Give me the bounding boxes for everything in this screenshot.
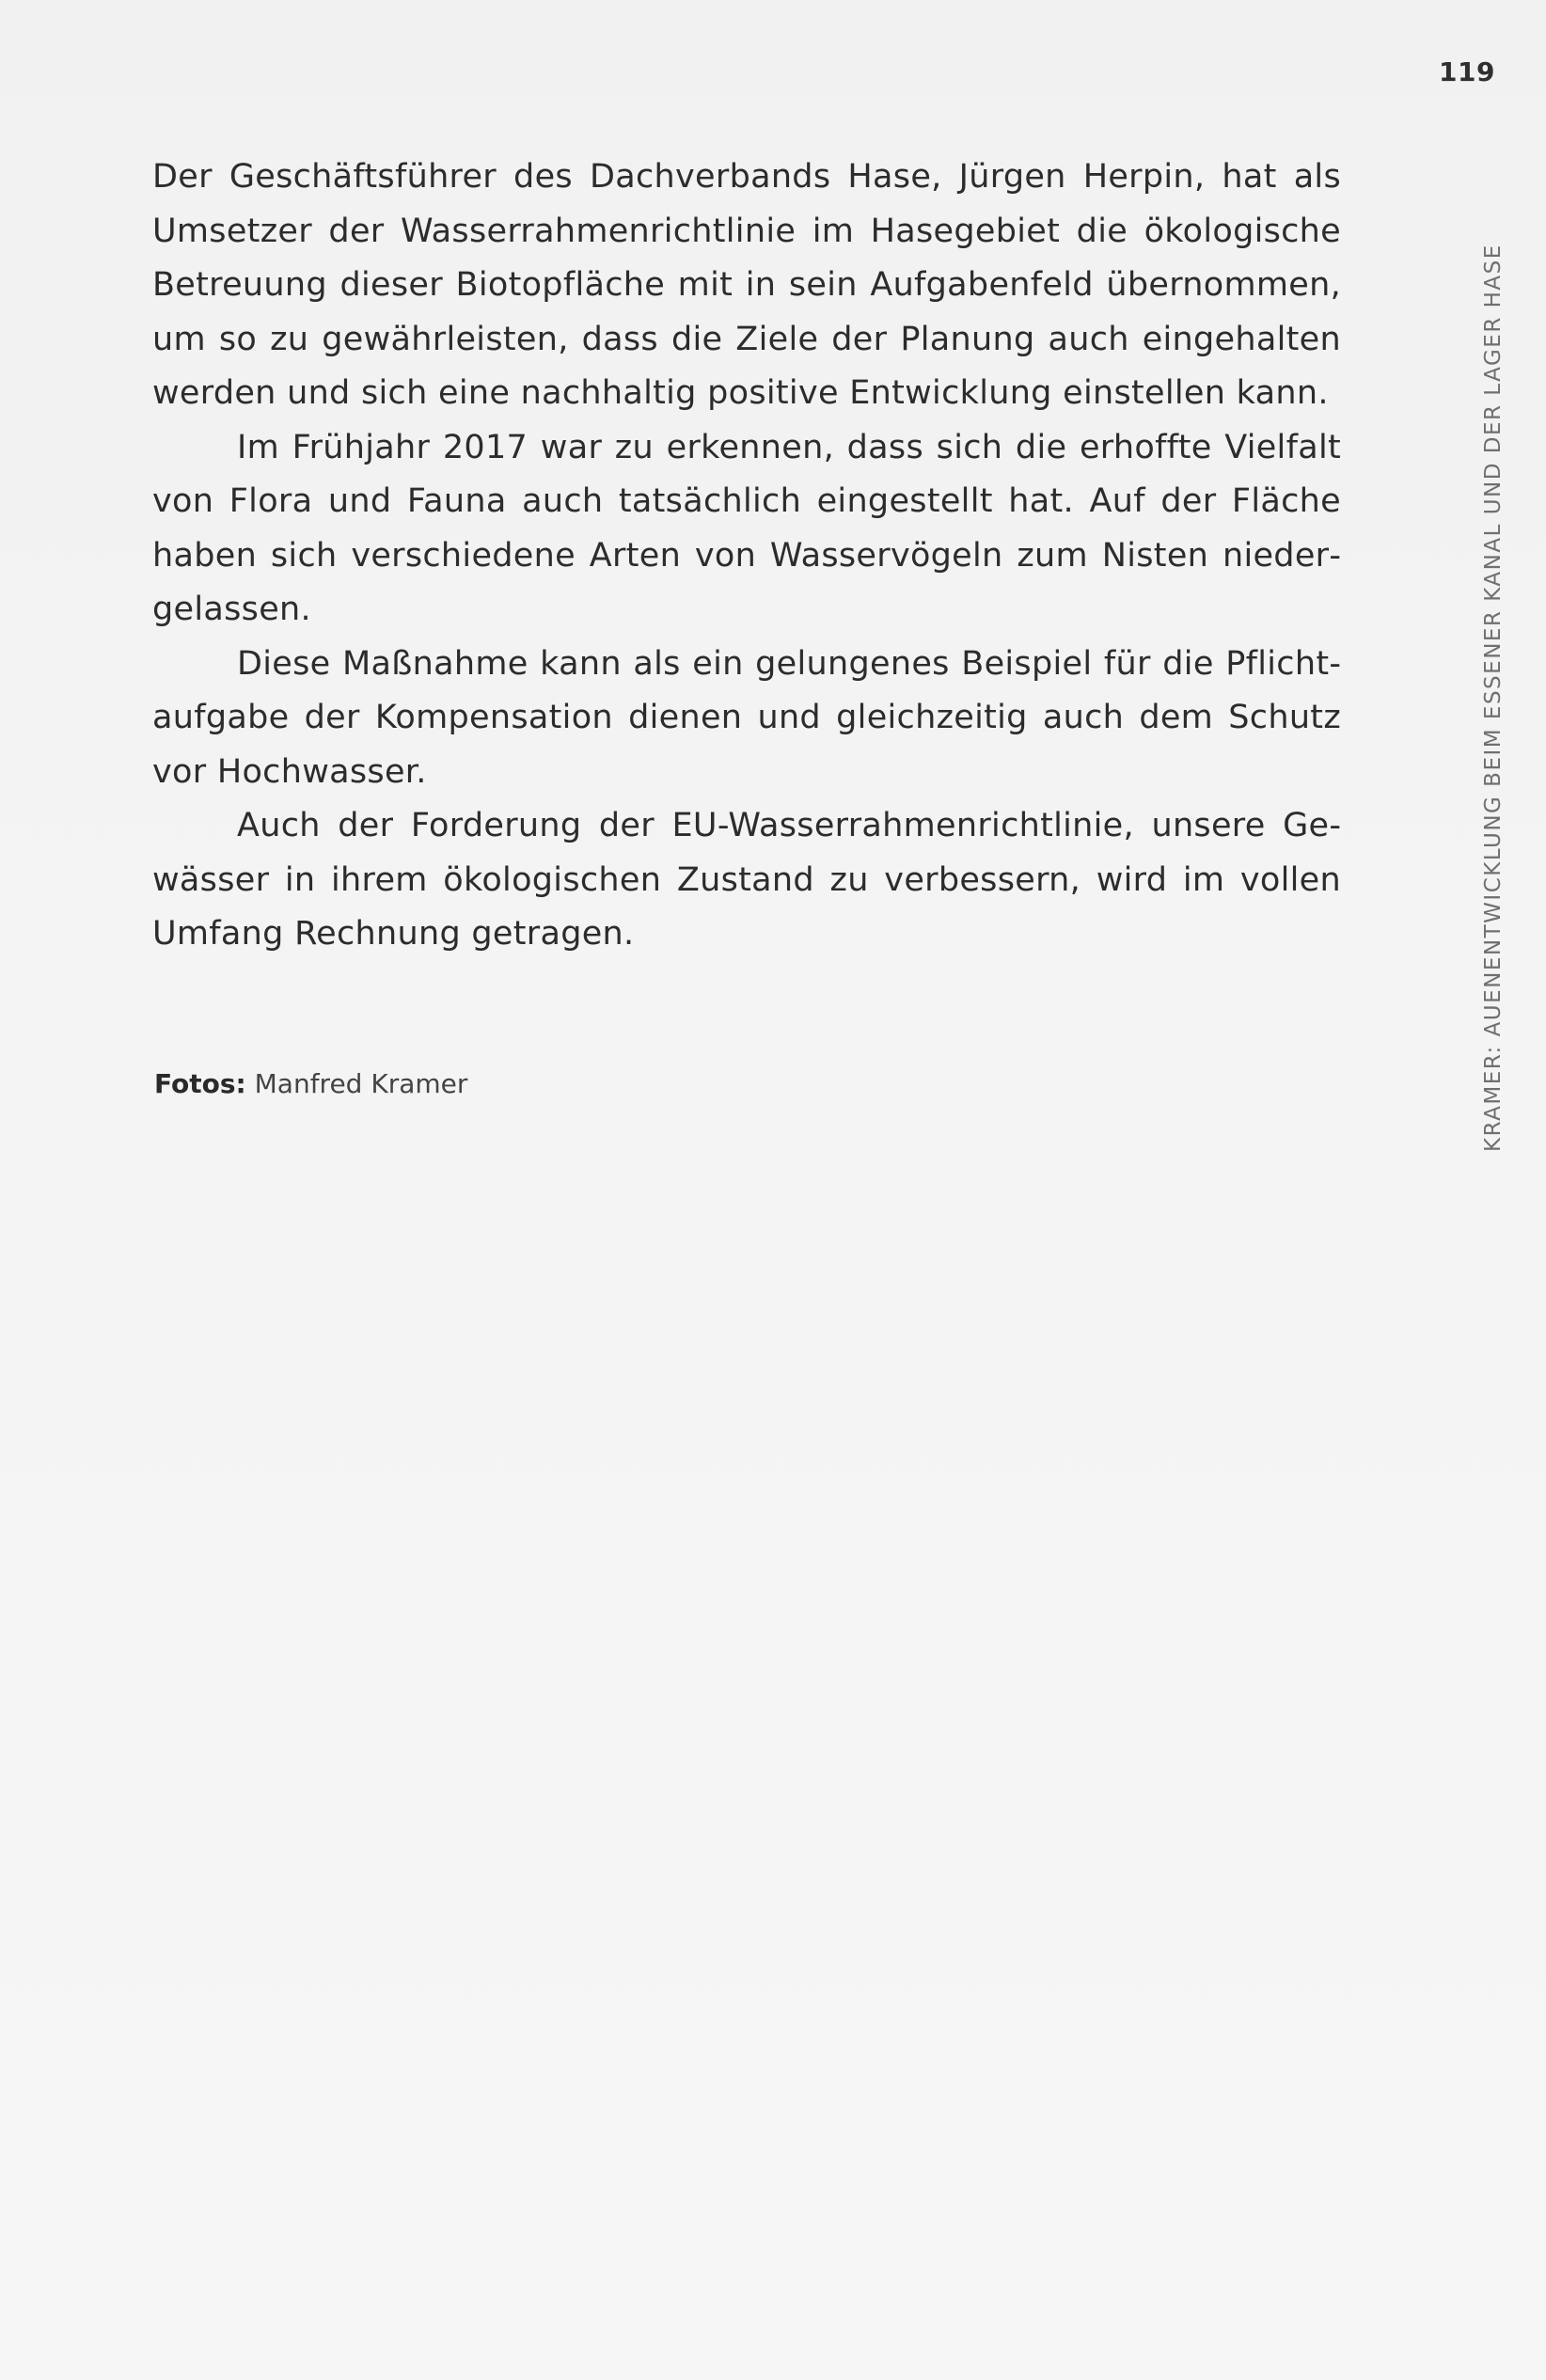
paragraph-2: Im Frühjahr 2017 war zu erkennen, dass sich die erhoffte Vielfalt von Flora und Fauna auch tatsächlich eingestellt hat. Auf der Fläche haben sich verschiedene Arten von Wasservögeln zum Nisten niedergelassen.: [152, 428, 1341, 628]
running-head: KRAMER: AUENENTWICKLUNG BEIM ESSENER KANAL UND DER LAGER HASE: [1481, 244, 1506, 1152]
photo-credit-value: Manfred Kramer: [254, 1068, 468, 1099]
page-number: 119: [1439, 56, 1495, 87]
paragraph-4: Auch der Forderung der EU-Wasserrahmenrichtlinie, unsere Gewässer in ihrem ökologischen Zustand zu verbessern, wird im vollen Umfang Rechnung getragen.: [152, 807, 1341, 953]
paragraph-1: Der Geschäftsführer des Dachverbands Hase, Jürgen Herpin, hat als Umsetzer der Wasserrahmenrichtlinie im Hasegebiet die ökologische Betreuung dieser Biotopfläche mit in sein Aufgabenfeld übernommen, um so zu gewährleisten, dass die Ziele der Planung auch eingehalten werden und sich eine nachhaltig positive Entwicklung einstellen kann.: [152, 158, 1341, 412]
paragraph-3: Diese Maßnahme kann als ein gelungenes Beispiel für die Pflichtaufgabe der Kompensation dienen und gleichzeitig auch dem Schutz vor Hochwasser.: [152, 644, 1341, 791]
body-text: [152, 150, 1341, 962]
photo-credit: [154, 1068, 467, 1099]
photo-credit-label: Fotos:: [154, 1068, 246, 1099]
